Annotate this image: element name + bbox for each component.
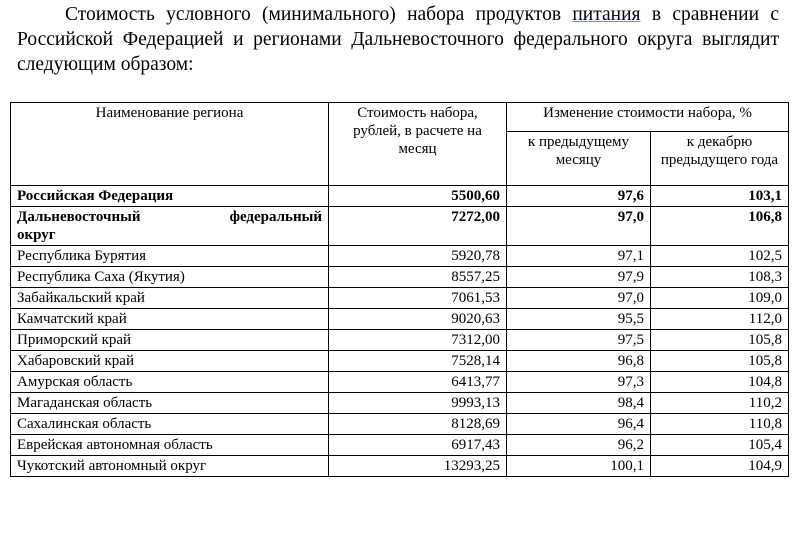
table-row: [11, 330, 789, 351]
row-region-name: Чукотский автономный округ: [11, 456, 329, 477]
intro-text-start: Стоимость условного (минимального) набора продуктов: [65, 4, 573, 25]
table-row: [11, 288, 789, 309]
row-prev-december: 102,5: [651, 246, 789, 267]
header-region: Наименование региона: [11, 103, 329, 186]
row-region-name: Амурская область: [11, 372, 329, 393]
row-prev-month: 98,4: [507, 393, 651, 414]
row-prev-month: 97,0: [507, 288, 651, 309]
row-prev-month: 96,8: [507, 351, 651, 372]
table-row: [11, 372, 789, 393]
row-cost: 9020,63: [329, 309, 507, 330]
row-cost: 8557,25: [329, 267, 507, 288]
table-row: [11, 186, 789, 207]
row-prev-month: 97,9: [507, 267, 651, 288]
row-region-name: Магаданская область: [11, 393, 329, 414]
row-region-name: Забайкальский край: [11, 288, 329, 309]
row-prev-december: 110,2: [651, 393, 789, 414]
row-region-name-line2: округ: [17, 227, 56, 243]
table-row: [11, 414, 789, 435]
row-prev-december: 112,0: [651, 309, 789, 330]
row-region-name: Республика Саха (Якутия): [11, 267, 329, 288]
row-prev-month: 96,4: [507, 414, 651, 435]
row-prev-month: 95,5: [507, 309, 651, 330]
row-prev-month: 97,3: [507, 372, 651, 393]
table-header-row-1: [11, 103, 789, 132]
row-region-name: Сахалинская область: [11, 414, 329, 435]
row-prev-december: 108,3: [651, 267, 789, 288]
table-row: [11, 393, 789, 414]
table-row: [11, 351, 789, 372]
row-region-name: Приморский край: [11, 330, 329, 351]
header-change: Изменение стоимости набора, %: [507, 103, 789, 132]
table-row: [11, 435, 789, 456]
row-region-name: Камчатский край: [11, 309, 329, 330]
row-cost: 7272,00: [329, 207, 507, 246]
row-cost: 13293,25: [329, 456, 507, 477]
row-cost: 9993,13: [329, 393, 507, 414]
intro-text-end: в сравнении с Российской Федерацией и регионами Дальневосточного федерального округа выглядит следующим образом:: [17, 4, 779, 75]
row-prev-month: 100,1: [507, 456, 651, 477]
row-cost: 5920,78: [329, 246, 507, 267]
row-prev-december: 105,4: [651, 435, 789, 456]
intro-paragraph: [17, 2, 779, 77]
row-prev-december: 104,8: [651, 372, 789, 393]
row-cost: 7528,14: [329, 351, 507, 372]
table-row: [11, 207, 789, 246]
row-region-name: [11, 207, 329, 246]
row-prev-month: 97,0: [507, 207, 651, 246]
row-prev-december: 110,8: [651, 414, 789, 435]
row-region-name: Республика Бурятия: [11, 246, 329, 267]
header-prev-december: к декабрю предыдущего года: [651, 132, 789, 186]
table-row: [11, 309, 789, 330]
row-prev-month: 97,5: [507, 330, 651, 351]
row-region-name-line1: Дальневосточный федеральный: [17, 209, 322, 225]
row-prev-month: 97,6: [507, 186, 651, 207]
table-row: [11, 246, 789, 267]
row-cost: 7312,00: [329, 330, 507, 351]
row-prev-december: 105,8: [651, 330, 789, 351]
table-row: [11, 456, 789, 477]
food-basket-cost-table: [10, 102, 789, 477]
header-cost: Стоимость набора, рублей, в расчете на месяц: [329, 103, 507, 186]
row-prev-december: 104,9: [651, 456, 789, 477]
intro-highlight-word: питания: [572, 4, 641, 25]
row-prev-month: 97,1: [507, 246, 651, 267]
row-cost: 6917,43: [329, 435, 507, 456]
table-row: [11, 267, 789, 288]
row-prev-december: 109,0: [651, 288, 789, 309]
row-prev-december: 106,8: [651, 207, 789, 246]
row-cost: 5500,60: [329, 186, 507, 207]
row-region-name: Хабаровский край: [11, 351, 329, 372]
row-prev-month: 96,2: [507, 435, 651, 456]
row-prev-december: 103,1: [651, 186, 789, 207]
row-cost: 6413,77: [329, 372, 507, 393]
row-region-name: Российская Федерация: [11, 186, 329, 207]
row-cost: 8128,69: [329, 414, 507, 435]
row-cost: 7061,53: [329, 288, 507, 309]
row-prev-december: 105,8: [651, 351, 789, 372]
row-region-name: Еврейская автономная область: [11, 435, 329, 456]
header-prev-month: к предыдущему месяцу: [507, 132, 651, 186]
